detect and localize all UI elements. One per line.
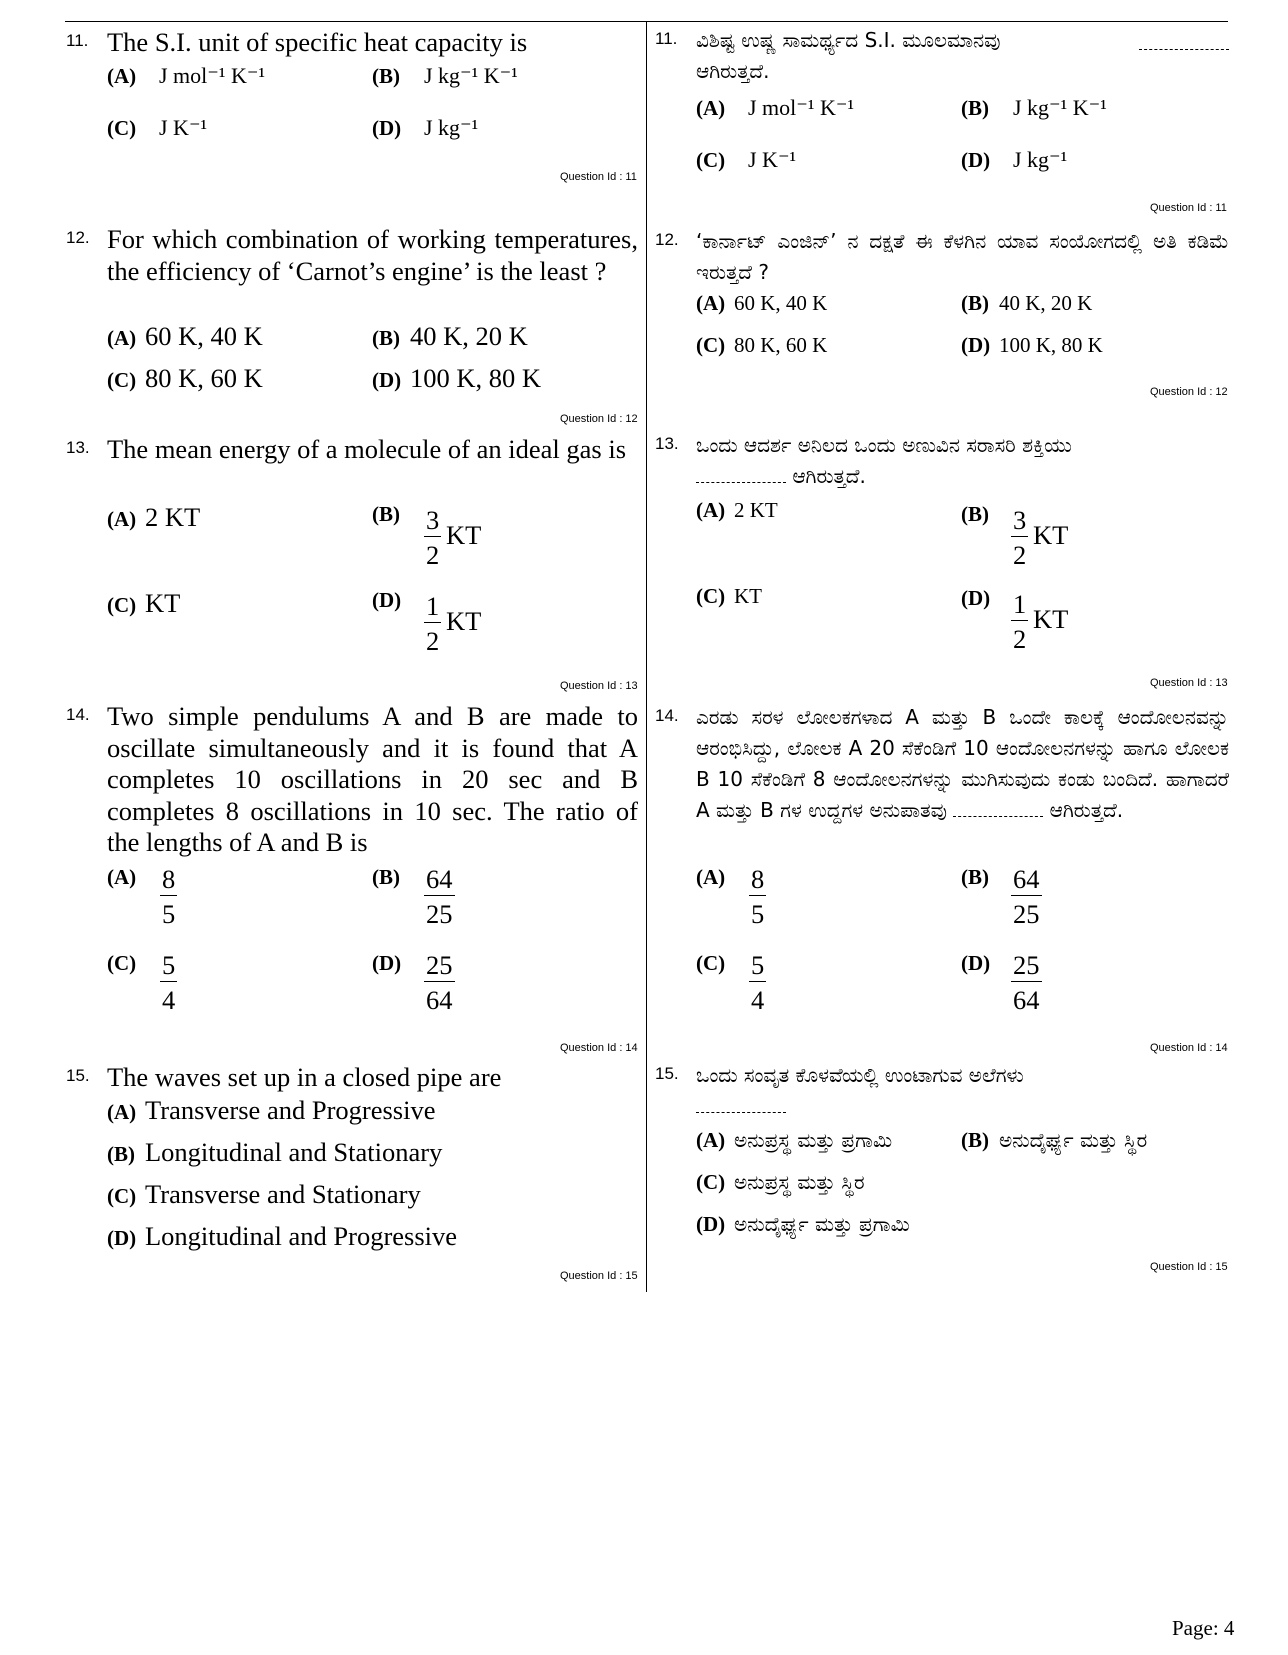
option-a <box>696 95 854 121</box>
option-b <box>961 865 999 890</box>
option-suffix: KT <box>1033 520 1069 550</box>
question-number: 14. <box>66 705 90 724</box>
question-id: Question Id : 15 <box>1150 1261 1228 1273</box>
question-11-en <box>66 27 638 187</box>
option-text: ಅನುಪ್ರಸ್ಥ ಮತ್ತು ಸ್ಥಿರ <box>734 1170 865 1194</box>
option-label: (B) <box>961 865 989 889</box>
stem-text: ಒಂದು ಆದರ್ಶ ಅನಿಲದ ಒಂದು ಅಣುವಿನ ಸರಾಸರಿ ಶಕ್ತಿಯು <box>696 433 1072 457</box>
numerator: 25 <box>1013 950 1040 980</box>
option-c <box>696 333 827 358</box>
option-b <box>961 1128 1147 1153</box>
numerator: 25 <box>426 950 453 980</box>
option-text: J kg⁻¹ <box>424 115 479 140</box>
numerator: 5 <box>751 950 765 980</box>
question-number: 13. <box>66 438 90 457</box>
question-stem: Two simple pendulums A and B are made to oscillate simultaneously and it is found that A completes 10 oscillations in 20 sec and B completes 8 oscillations in 10 sec. The ratio of the lengths of A and B is <box>107 701 638 857</box>
stem-text-end: ಆಗಿರುತ್ತದೆ. <box>792 464 866 488</box>
question-number: 14. <box>655 706 679 725</box>
question-number: 12. <box>66 228 90 247</box>
option-suffix: KT <box>446 520 482 550</box>
fraction <box>424 506 441 569</box>
stem-text: ಎರಡು ಸರಳ ಲೋಲಕಗಳಾದ A ಮತ್ತು B ಒಂದೇ ಕಾಲಕ್ಕೆ ಆಂದೋಲನವನ್ನು ಆರಂಭಿಸಿದ್ದು, ಲೋಲಕ A 20 ಸೆಕೆಂಡಿಗೆ 10 ಆಂದೋಲನಗಳನ್ನು ಹಾಗೂ ಲೋಲಕ B 10 ಸೆಕೆಂಡಿಗೆ 8 ಆಂದೋಲನಗಳನ್ನು ಮುಗಿಸುವುದು ಕಂಡು ಬಂದಿದೆ. ಹಾಗಾದರೆ A ಮತ್ತು B ಗಳ ಉದ್ದಗಳ ಅನುಪಾತವು <box>696 705 1229 822</box>
fraction <box>1011 865 1042 928</box>
option-label: (D) <box>961 951 991 975</box>
option-label: (C) <box>696 584 726 608</box>
option-c <box>696 584 762 609</box>
option-label: (A) <box>107 326 137 350</box>
option-c <box>696 951 734 976</box>
option-label: (C) <box>696 333 726 357</box>
question-15-en <box>66 1062 638 1262</box>
denominator: 64 <box>426 985 453 1015</box>
option-label: (D) <box>372 588 402 612</box>
numerator: 1 <box>426 591 440 621</box>
option-text: J K⁻¹ <box>159 115 208 140</box>
numerator: 3 <box>1013 505 1027 535</box>
option-suffix: KT <box>446 606 482 636</box>
option-label: (B) <box>372 502 400 526</box>
option-label: (C) <box>696 951 726 975</box>
fraction <box>1011 506 1028 569</box>
fraction <box>749 865 766 928</box>
option-b <box>372 502 410 527</box>
option-label: (D) <box>961 586 991 610</box>
option-d <box>107 1221 457 1252</box>
column-divider <box>646 22 647 1292</box>
stem-text-end: ಆಗಿರುತ್ತದೆ. <box>1049 798 1124 822</box>
numerator: 8 <box>751 864 765 894</box>
denominator: 5 <box>751 899 765 929</box>
option-text: 40 K, 20 K <box>999 291 1093 315</box>
option-b <box>372 63 518 89</box>
option-label: (B) <box>372 326 400 350</box>
option-d <box>961 147 1067 173</box>
option-a <box>696 865 734 890</box>
stem-text: ವಿಶಿಷ್ಟ ಉಷ್ಣ ಸಾಮರ್ಥ್ಯದ S.I. ಮೂಲಮಾನವು <box>696 28 1001 52</box>
option-label: (C) <box>696 1170 726 1194</box>
question-stem <box>696 430 1229 492</box>
option-label: (C) <box>107 1184 137 1208</box>
option-text: Transverse and Progressive <box>145 1095 436 1125</box>
option-label: (A) <box>107 865 137 889</box>
option-c <box>107 363 263 394</box>
option-text: J mol⁻¹ K⁻¹ <box>159 63 266 88</box>
numerator: 64 <box>1013 864 1040 894</box>
question-id: Question Id : 13 <box>1150 677 1228 689</box>
denominator: 4 <box>162 985 176 1015</box>
question-number: 12. <box>655 230 679 249</box>
question-stem: For which combination of working temperatures, the efficiency of ‘Carnot’s engine’ is the least ? <box>107 224 638 286</box>
option-a <box>696 1128 892 1153</box>
option-label: (B) <box>961 1128 989 1152</box>
question-13-kn <box>655 430 1230 670</box>
question-id: Question Id : 15 <box>560 1270 638 1282</box>
denominator: 4 <box>751 985 765 1015</box>
question-stem <box>696 25 1229 87</box>
option-b <box>107 1137 442 1168</box>
numerator: 1 <box>1013 589 1027 619</box>
question-number: 15. <box>66 1066 90 1085</box>
option-d <box>372 588 410 613</box>
option-a <box>107 321 263 352</box>
option-label: (D) <box>107 1226 137 1250</box>
question-15-kn <box>655 1060 1230 1260</box>
question-id: Question Id : 12 <box>1150 386 1228 398</box>
option-c <box>107 1179 421 1210</box>
option-text: KT <box>734 584 762 608</box>
page-number: Page: 4 <box>1172 1616 1235 1640</box>
option-b <box>372 865 410 890</box>
option-label: (D) <box>961 148 991 172</box>
answer-blank <box>1139 29 1229 50</box>
option-label: (A) <box>696 291 726 315</box>
fraction <box>1011 590 1028 653</box>
option-d <box>372 363 541 394</box>
fraction <box>160 865 177 928</box>
option-text: 80 K, 60 K <box>734 333 828 357</box>
answer-blank <box>696 1092 786 1113</box>
denominator: 2 <box>1013 624 1027 654</box>
option-text: Transverse and Stationary <box>145 1179 421 1209</box>
option-label: (A) <box>696 1128 726 1152</box>
option-text: 100 K, 80 K <box>999 333 1103 357</box>
question-11-kn <box>655 25 1230 210</box>
option-text: Longitudinal and Stationary <box>145 1137 443 1167</box>
option-text: Longitudinal and Progressive <box>145 1221 458 1251</box>
option-label: (D) <box>372 368 402 392</box>
numerator: 64 <box>426 864 453 894</box>
option-label: (A) <box>696 865 726 889</box>
question-id: Question Id : 13 <box>560 680 638 692</box>
option-label: (C) <box>696 148 726 172</box>
option-c <box>696 1170 865 1195</box>
option-b <box>961 502 999 527</box>
question-13-en <box>66 434 638 674</box>
option-text: 60 K, 40 K <box>145 321 263 351</box>
denominator: 25 <box>1013 899 1040 929</box>
option-label: (C) <box>107 593 137 617</box>
option-text: 60 K, 40 K <box>734 291 828 315</box>
question-14-kn <box>655 702 1230 1032</box>
option-b <box>961 95 1107 121</box>
option-c <box>107 588 180 619</box>
option-d <box>961 586 999 611</box>
option-a <box>107 63 265 89</box>
option-b <box>372 321 528 352</box>
option-b <box>961 291 1092 316</box>
question-12-kn <box>655 226 1230 376</box>
option-text: 40 K, 20 K <box>410 321 528 351</box>
option-label: (A) <box>107 64 137 88</box>
denominator: 2 <box>426 540 440 570</box>
option-text: 2 KT <box>734 498 778 522</box>
option-label: (D) <box>961 333 991 357</box>
option-text: 2 KT <box>145 502 201 532</box>
option-label: (B) <box>372 64 400 88</box>
question-stem <box>696 702 1229 826</box>
option-d <box>372 115 478 141</box>
option-text: J kg⁻¹ K⁻¹ <box>424 63 518 88</box>
option-label: (D) <box>372 116 402 140</box>
option-text: J kg⁻¹ <box>1013 147 1068 172</box>
option-text: KT <box>145 588 181 618</box>
denominator: 25 <box>426 899 453 929</box>
option-label: (A) <box>107 1100 137 1124</box>
option-c <box>107 115 207 141</box>
question-stem: The S.I. unit of specific heat capacity is <box>107 27 528 57</box>
question-14-en <box>66 701 638 1031</box>
answer-blank <box>696 462 786 483</box>
answer-blank <box>953 796 1043 817</box>
option-text: ಅನುದೈರ್ಘ್ಯ ಮತ್ತು ಸ್ಥಿರ <box>999 1128 1148 1152</box>
fraction <box>749 951 766 1014</box>
option-text: ಅನುಪ್ರಸ್ಥ ಮತ್ತು ಪ್ರಗಾಮಿ <box>734 1128 893 1152</box>
question-stem: The waves set up in a closed pipe are <box>107 1062 502 1092</box>
stem-text-end: ಆಗಿರುತ್ತದೆ. <box>696 59 770 83</box>
option-label: (B) <box>961 291 989 315</box>
denominator: 64 <box>1013 985 1040 1015</box>
option-label: (B) <box>961 502 989 526</box>
option-text: J mol⁻¹ K⁻¹ <box>748 95 855 120</box>
option-c <box>107 951 145 976</box>
fraction <box>1011 951 1042 1014</box>
option-label: (B) <box>961 96 989 120</box>
option-d <box>696 1212 910 1237</box>
question-12-en <box>66 224 638 404</box>
denominator: 2 <box>1013 540 1027 570</box>
option-d <box>372 951 410 976</box>
option-text: 100 K, 80 K <box>410 363 542 393</box>
stem-text: ಒಂದು ಸಂವೃತ ಕೊಳವೆಯಲ್ಲಿ ಉಂಟಾಗುವ ಅಲೆಗಳು <box>696 1063 1024 1087</box>
option-a <box>696 291 827 316</box>
option-label: (A) <box>107 507 137 531</box>
question-id: Question Id : 11 <box>560 171 637 183</box>
option-d <box>961 951 999 976</box>
option-label: (C) <box>107 951 137 975</box>
option-label: (B) <box>372 865 400 889</box>
denominator: 2 <box>426 626 440 656</box>
option-text: J kg⁻¹ K⁻¹ <box>1013 95 1107 120</box>
fraction <box>160 951 177 1014</box>
option-label: (C) <box>107 116 137 140</box>
option-a <box>107 865 145 890</box>
option-text: ಅನುದೈರ್ಘ್ಯ ಮತ್ತು ಪ್ರಗಾಮಿ <box>734 1212 910 1236</box>
numerator: 3 <box>426 505 440 535</box>
question-id: Question Id : 12 <box>560 413 638 425</box>
option-c <box>696 147 796 173</box>
question-stem: The mean energy of a molecule of an ideal gas is <box>107 434 627 464</box>
option-label: (B) <box>107 1142 135 1166</box>
question-number: 11. <box>655 29 678 48</box>
option-a <box>107 502 200 533</box>
question-stem: ‘ಕಾರ್ನಾಟ್ ಎಂಜಿನ್’ ನ ದಕ್ಷತೆ ಈ ಕೆಳಗಿನ ಯಾವ ಸಂಯೋಗದಲ್ಲಿ ಅತಿ ಕಡಿಮೆ ಇರುತ್ತದೆ ? <box>696 229 1229 284</box>
question-stem <box>696 1060 1229 1122</box>
numerator: 5 <box>162 950 176 980</box>
fraction <box>424 592 441 655</box>
option-d <box>961 333 1103 358</box>
question-number: 13. <box>655 434 679 453</box>
option-text: J K⁻¹ <box>748 147 797 172</box>
question-id: Question Id : 11 <box>1150 202 1227 214</box>
option-label: (A) <box>696 498 726 522</box>
question-id: Question Id : 14 <box>560 1042 638 1054</box>
fraction <box>424 865 455 928</box>
numerator: 8 <box>162 864 176 894</box>
option-label: (D) <box>696 1212 726 1236</box>
question-number: 15. <box>655 1064 679 1083</box>
option-text: 80 K, 60 K <box>145 363 263 393</box>
option-label: (C) <box>107 368 137 392</box>
option-suffix: KT <box>1033 604 1069 634</box>
fraction <box>424 951 455 1014</box>
question-number: 11. <box>66 31 89 50</box>
option-a <box>107 1095 435 1126</box>
option-label: (D) <box>372 951 402 975</box>
option-a <box>696 498 778 523</box>
denominator: 5 <box>162 899 176 929</box>
option-label: (A) <box>696 96 726 120</box>
question-id: Question Id : 14 <box>1150 1042 1228 1054</box>
